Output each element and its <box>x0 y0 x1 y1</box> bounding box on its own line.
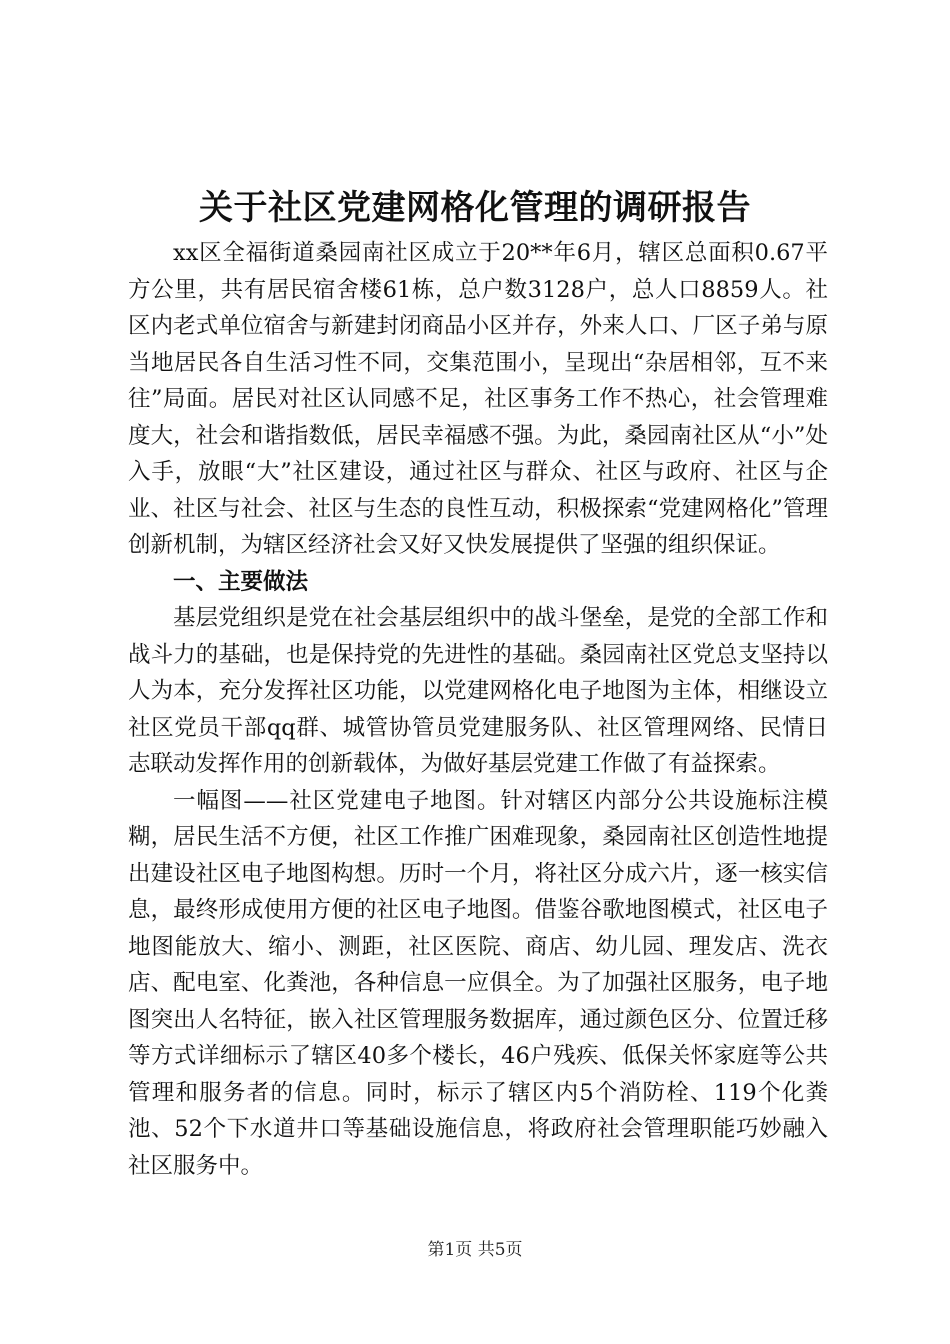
intro-paragraph: xx区全福街道桑园南社区成立于20**年6月，辖区总面积0.67平方公里，共有居民宿舍楼61栋，总户数3128户，总人口8859人。社区内老式单位宿舍与新建封闭商品小区并存，外来人口、厂区子弟与原当地居民各自生活习性不同，交集范围小，呈现出“杂居相邻，互不来往”局面。居民对社区认同感不足，社区事务工作不热心，社会管理难度大，社会和谐指数低，居民幸福感不强。为此，桑园南社区从“小”处入手，放眼“大”社区建设，通过社区与群众、社区与政府、社区与企业、社区与社会、社区与生态的良性互动，积极探索“党建网格化”管理创新机制，为辖区经济社会又好又快发展提供了坚强的组织保证。 <box>128 240 828 558</box>
section-paragraph-2: 一幅图——社区党建电子地图。针对辖区内部分公共设施标注模糊，居民生活不方便，社区工作推广困难现象，桑园南社区创造性地提出建设社区电子地图构想。历时一个月，将社区分成六片，逐一核实信息，最终形成使用方便的社区电子地图。借鉴谷歌地图模式，社区电子地图能放大、缩小、测距，社区医院、商店、幼儿园、理发店、洗衣店、配电室、化粪池，各种信息一应俱全。为了加强社区服务，电子地图突出人名特征，嵌入社区管理服务数据库，通过颜色区分、位置迁移等方式详细标示了辖区40多个楼长，46户残疾、低保关怀家庭等公共管理和服务者的信息。同时，标示了辖区内5个消防栓、119个化粪池、52个下水道井口等基础设施信息，将政府社会管理职能巧妙融入社区服务中。 <box>128 787 828 1179</box>
page-footer: 第1页 共5页 <box>427 1240 523 1260</box>
document-body <box>128 235 828 1184</box>
section-heading: 一、主要做法 <box>173 568 309 595</box>
section-paragraph-1: 基层党组织是党在社会基层组织中的战斗堡垒，是党的全部工作和战斗力的基础，也是保持党的先进性的基础。桑园南社区党总支坚持以人为本，充分发挥社区功能，以党建网格化电子地图为主体，相继设立社区党员干部qq群、城管协管员党建服务队、社区管理网络、民情日志联动发挥作用的创新载体，为做好基层党建工作做了有益探索。 <box>128 605 828 777</box>
document-title: 关于社区党建网格化管理的调研报告 <box>199 188 751 228</box>
